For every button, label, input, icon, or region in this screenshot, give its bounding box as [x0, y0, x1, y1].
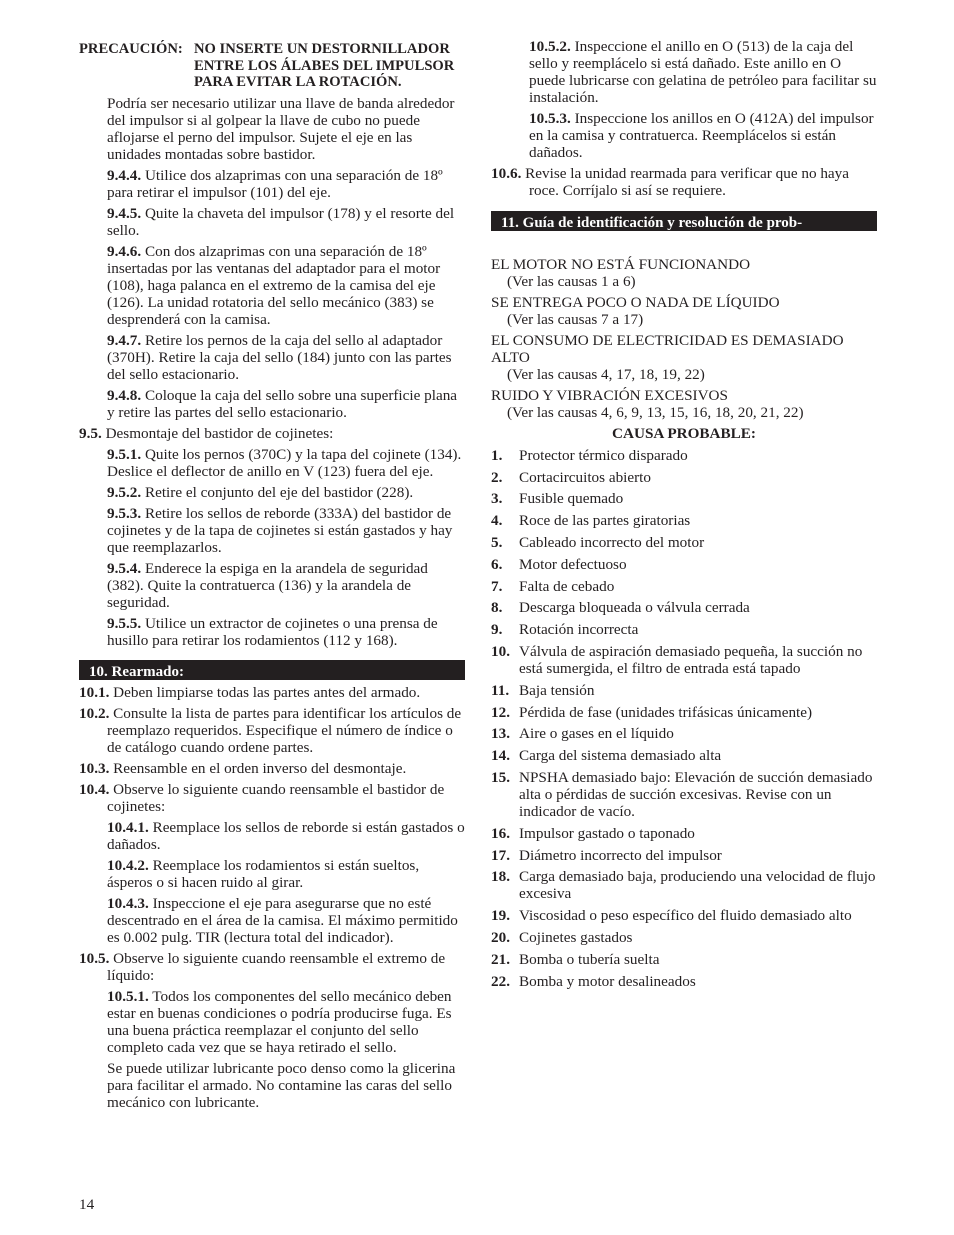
- cause-item: [491, 534, 877, 551]
- cause-text: Cojinetes gastados: [519, 928, 633, 946]
- symptom-title: EL MOTOR NO ESTÁ FUNCIONANDO: [491, 256, 751, 273]
- causes-heading: CAUSA PROBABLE:: [612, 425, 756, 442]
- cause-number: 11.: [491, 681, 510, 699]
- cause-text: Baja tensión: [519, 681, 595, 699]
- cause-number: 18.: [491, 868, 510, 886]
- cause-item: [491, 973, 877, 990]
- cause-text: NPSHA demasiado bajo: Elevación de succión demasiado alta o pérdidas de succión excesivas. Revise con un indicador de vacío.: [519, 768, 873, 820]
- cause-text: Bomba o tubería suelta: [519, 950, 660, 968]
- symptom-ref: (Ver las causas 4, 6, 9, 13, 15, 16, 18, 20, 21, 22): [507, 404, 804, 421]
- cause-number: 2.: [491, 468, 503, 486]
- cause-text: Fusible quemado: [519, 490, 624, 508]
- right-column: [491, 38, 877, 990]
- cause-item: [491, 929, 877, 946]
- cause-item: [491, 747, 877, 764]
- item-10-4: 10.4. Observe lo siguiente cuando reensamble el bastidor de cojinetes:: [79, 780, 445, 815]
- cause-item: [491, 447, 877, 464]
- item-10-5: 10.5. Observe lo siguiente cuando reensamble el extremo de líquido:: [79, 949, 446, 984]
- item-10-2: 10.2. Consulte la lista de partes para identificar los artículos de reemplazo requeridos. Especifique el número de índice o de catálogo cuando ordene partes.: [79, 704, 462, 756]
- section-9-5: 9.5. Desmontaje del bastidor de cojinetes:: [79, 424, 334, 442]
- cause-number: 20.: [491, 928, 510, 946]
- causes-list: [491, 447, 877, 990]
- step-10-4-3: 10.4.3. Inspeccione el eje para asegurarse que no esté descentrado en el área de la camisa. El máximo permitido es 0.002 pulg. TIR (lectura total del indicador).: [107, 894, 458, 946]
- item-10-3: 10.3. Reensamble en el orden inverso del desmontaje.: [79, 759, 407, 777]
- symptom-title: RUIDO Y VIBRACIÓN EXCESIVOS: [491, 387, 728, 404]
- cause-text: Aire o gases en el líquido: [519, 725, 674, 743]
- symptom-ref: (Ver las causas 7 a 17): [507, 311, 644, 328]
- cause-number: 17.: [491, 846, 510, 864]
- cause-number: 14.: [491, 747, 510, 765]
- cause-number: 12.: [491, 703, 510, 721]
- cause-item: [491, 512, 877, 529]
- step-10-5-1: 10.5.1. Todos los componentes del sello mecánico deben estar en buenas condiciones o podría producirse fuga. Es una buena práctica reemplazar el conjunto del sello completo cada vez que se haya retirado el sello.: [107, 987, 452, 1056]
- cause-text: Cortacircuitos abierto: [519, 468, 652, 486]
- step-9-4-7: 9.4.7. Retire los pernos de la caja del sello al adaptador (370H). Retire la caja del sello (184) junto con las partes del sello estacionario.: [107, 331, 452, 383]
- caution-notice: [79, 41, 465, 91]
- cause-number: 7.: [491, 577, 503, 595]
- step-10-5-2: 10.5.2. Inspeccione el anillo en O (513) de la caja del sello y reemplácelo si está dañado. Este anillo en O puede lubricarse con gelatina de petróleo para facilitar su instalación.: [529, 38, 877, 106]
- cause-number: 10.: [491, 642, 510, 660]
- cause-item: [491, 469, 877, 486]
- cause-item: [491, 621, 877, 638]
- step-10-4-2: 10.4.2. Reemplace los rodamientos si están sueltos, ásperos o si hacen ruido al girar.: [107, 856, 420, 891]
- step-9-5-2: 9.5.2. Retire el conjunto del eje del bastidor (228).: [107, 483, 414, 501]
- cause-item: [491, 643, 877, 677]
- cause-item: [491, 907, 877, 924]
- cause-text: Rotación incorrecta: [519, 621, 639, 639]
- cause-text: Descarga bloqueada o válvula cerrada: [519, 599, 750, 617]
- cause-text: Motor defectuoso: [519, 555, 627, 573]
- cause-number: 9.: [491, 621, 503, 639]
- cause-text: Falta de cebado: [519, 577, 615, 595]
- cause-item: [491, 769, 877, 820]
- cause-item: [491, 578, 877, 595]
- cause-text: Roce de las partes giratorias: [519, 512, 691, 530]
- step-9-5-1: 9.5.1. Quite los pernos (370C) y la tapa del cojinete (134). Deslice el deflector de anillo en V (123) fuera del eje.: [107, 445, 462, 480]
- symptom-list: [491, 256, 877, 421]
- cause-item: [491, 725, 877, 742]
- cause-item: [491, 556, 877, 573]
- cause-number: 16.: [491, 824, 510, 842]
- symptom-ref: (Ver las causas 1 a 6): [507, 273, 636, 290]
- cause-number: 1.: [491, 446, 503, 464]
- step-9-4-6: 9.4.6. Con dos alzaprimas con una separación de 18º insertadas por las ventanas del adaptador para el motor (108), haga palanca en el extremo de la camisa del eje (126). La unidad rotatoria del sello mecánico (383) se desprenderá con la camisa.: [107, 242, 441, 328]
- lubricant-paragraph: Se puede utilizar lubricante poco denso como la glicerina para facilitar el armado. No contamine las caras del sello mecánico con lubricante.: [107, 1059, 456, 1111]
- cause-number: 22.: [491, 972, 510, 990]
- cause-item: [491, 599, 877, 616]
- cause-text: Protector térmico disparado: [519, 446, 688, 464]
- cause-text: Carga demasiado baja, produciendo una velocidad de flujo excesiva: [519, 868, 876, 903]
- cause-item: [491, 825, 877, 842]
- cause-item: [491, 704, 877, 721]
- cause-number: 13.: [491, 725, 510, 743]
- step-9-5-4: 9.5.4. Enderece la espiga en la arandela de seguridad (382). Quite la contratuerca (136) y la arandela de seguridad.: [107, 559, 428, 611]
- cause-number: 5.: [491, 533, 503, 551]
- item-10-1: 10.1. Deben limpiarse todas las partes antes del armado.: [79, 683, 421, 701]
- step-9-5-3: 9.5.3. Retire los sellos de reborde (333A) del bastidor de cojinetes y de la tapa de cojinetes si están gastados y hay que reemplazarlos.: [107, 504, 453, 556]
- step-9-4-4: 9.4.4. Utilice dos alzaprimas con una separación de 18º para retirar el impulsor (101) del eje.: [107, 166, 443, 201]
- section-11-header: 11. Guía de identificación y resolución de prob-: [491, 211, 877, 231]
- page-number: 14: [79, 1196, 95, 1213]
- caution-text: NO INSERTE UN DESTORNILLADOR ENTRE LOS ÁLABES DEL IMPULSOR PARA EVITAR LA ROTACIÓN.: [194, 41, 455, 90]
- cause-number: 15.: [491, 768, 510, 786]
- caution-label: PRECAUCIÓN:: [79, 41, 183, 57]
- cause-item: [491, 868, 877, 902]
- step-10-5-3: 10.5.3. Inspeccione los anillos en O (412A) del impulsor en la camisa y contratuerca. Reemplácelos si están dañados.: [529, 110, 874, 161]
- cause-number: 8.: [491, 599, 503, 617]
- step-9-5-5: 9.5.5. Utilice un extractor de cojinetes o una prensa de husillo para retirar los rodamientos (112 y 168).: [107, 614, 438, 649]
- symptom-title: EL CONSUMO DE ELECTRICIDAD ES DEMASIADO ALTO: [491, 332, 844, 366]
- step-9-4-5: 9.4.5. Quite la chaveta del impulsor (178) y el resorte del sello.: [107, 204, 455, 239]
- symptom-title: SE ENTREGA POCO O NADA DE LÍQUIDO: [491, 294, 780, 311]
- cause-text: Cableado incorrecto del motor: [519, 533, 705, 551]
- section-10-header: 10. Rearmado:: [79, 660, 465, 680]
- cause-item: [491, 951, 877, 968]
- item-10-6: 10.6. Revise la unidad rearmada para verificar que no haya roce. Corríjalo si así se requiere.: [491, 165, 850, 199]
- cause-item: [491, 847, 877, 864]
- step-10-4-1: 10.4.1. Reemplace los sellos de reborde si están gastados o dañados.: [107, 818, 465, 853]
- cause-number: 21.: [491, 950, 510, 968]
- cause-text: Válvula de aspiración demasiado pequeña, la succión no está sumergida, el filtro de entrada está tapado: [519, 642, 863, 677]
- cause-text: Diámetro incorrecto del impulsor: [519, 846, 722, 864]
- step-9-4-8: 9.4.8. Coloque la caja del sello sobre una superficie plana y retire las partes del sello estacionario.: [107, 386, 458, 421]
- cause-number: 19.: [491, 907, 510, 925]
- cause-text: Viscosidad o peso específico del fluido demasiado alto: [519, 907, 852, 925]
- symptom-ref: (Ver las causas 4, 17, 18, 19, 22): [507, 366, 705, 383]
- cause-item: [491, 682, 877, 699]
- cause-number: 6.: [491, 555, 503, 573]
- cause-text: Carga del sistema demasiado alta: [519, 747, 722, 765]
- left-column: [79, 38, 465, 1111]
- cause-text: Bomba y motor desalineados: [519, 972, 696, 990]
- cause-number: 4.: [491, 512, 503, 530]
- cause-text: Impulsor gastado o taponado: [519, 824, 695, 842]
- cause-number: 3.: [491, 490, 503, 508]
- cause-item: [491, 490, 877, 507]
- cause-text: Pérdida de fase (unidades trifásicas únicamente): [519, 703, 813, 721]
- intro-paragraph: Podría ser necesario utilizar una llave de banda alrededor del impulsor si al golpear la llave de cubo no puede aflojarse el perno del impulsor. Sujete el eje en las unidades montadas sobre bastidor.: [107, 94, 455, 163]
